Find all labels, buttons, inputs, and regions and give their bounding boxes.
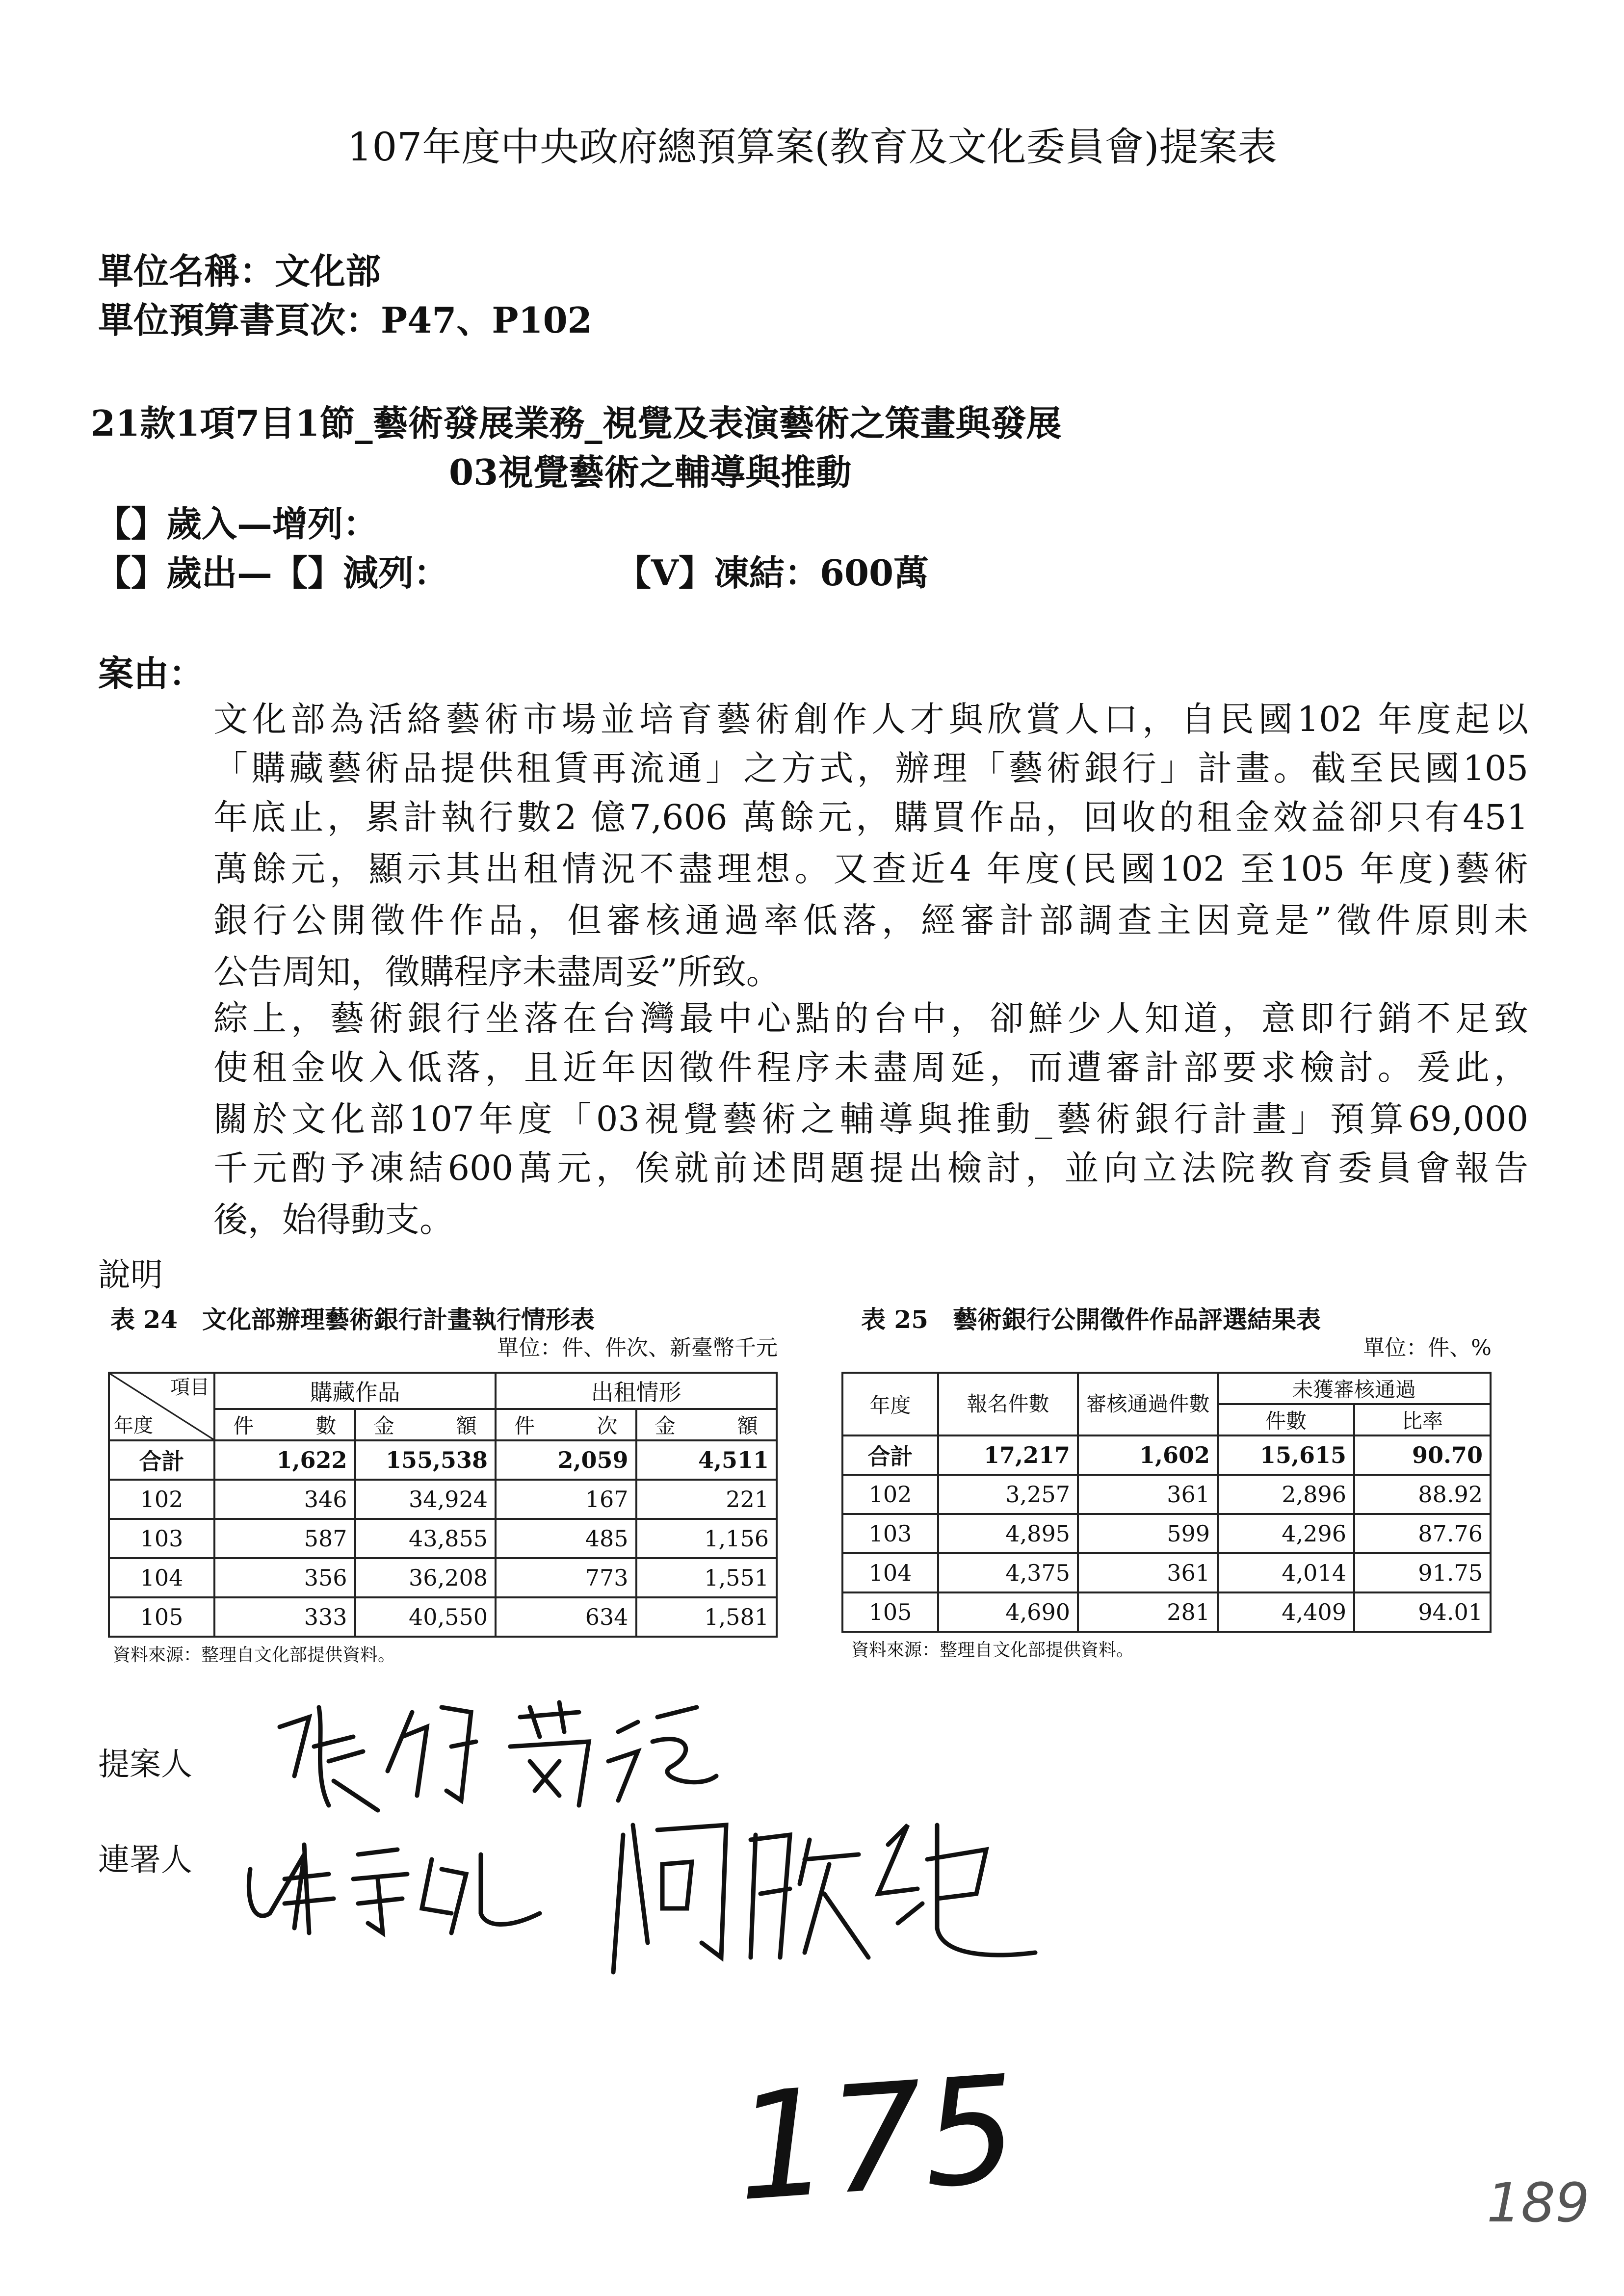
reason-line: 銀行公開徵件作品，但審核通過率低落，經審計部調查主因竟是”徵件原則未 (213, 900, 1528, 940)
year-cell: 105 (842, 1592, 938, 1632)
year-cell: 103 (109, 1519, 214, 1558)
reason-line: 千元酌予凍結600萬元，俟就前述問題提出檢討，並向立法院教育委員會報告 (213, 1148, 1528, 1188)
table24-group-purchase: 購藏作品 (214, 1373, 496, 1409)
reason-line: 萬餘元，顯示其出租情況不盡理想。又查近4 年度(民國102 至105 年度)藝術 (213, 849, 1528, 889)
value-cell: 1,156 (636, 1519, 777, 1558)
value-cell: 221 (636, 1480, 777, 1519)
value-cell: 1,581 (636, 1597, 777, 1637)
table24-row (109, 1519, 777, 1558)
table24-title: 表 24 文化部辦理藝術銀行計畫執行情形表 (110, 1305, 595, 1334)
value-cell: 1,551 (636, 1558, 777, 1597)
reason-line: 後，始得動支。 (213, 1200, 454, 1240)
table24-row (109, 1480, 777, 1519)
revenue-increase: 【】歲入—增列： (96, 503, 379, 545)
reason-line: 公告周知，徵購程序未盡周妥”所致。 (213, 952, 781, 992)
table25-fail-header: 未獲審核通過 (1218, 1373, 1491, 1404)
year-cell: 105 (109, 1597, 214, 1637)
value-cell: 485 (496, 1519, 636, 1558)
table24-sub-header: 件 次 (496, 1409, 636, 1440)
year-cell: 102 (109, 1480, 214, 1519)
table24-block (108, 1305, 778, 1666)
value-cell: 1,602 (1078, 1435, 1218, 1475)
value-cell: 281 (1078, 1592, 1218, 1632)
table24-row (109, 1597, 777, 1637)
table24-source: 資料來源：整理自文化部提供資料。 (113, 1645, 396, 1665)
table25-block (841, 1305, 1492, 1661)
table25-title: 表 25 藝術銀行公開徵件作品評選結果表 (861, 1305, 1321, 1334)
value-cell: 4,296 (1218, 1514, 1354, 1553)
budget-pages: 單位預算書頁次：P47、P102 (98, 299, 592, 341)
table25-year-header: 年度 (842, 1373, 938, 1435)
table25-row (842, 1475, 1491, 1514)
freeze-amount: 【V】凍結：600萬 (616, 552, 929, 594)
year-cell: 103 (842, 1514, 938, 1553)
value-cell: 356 (214, 1558, 355, 1597)
year-cell: 合計 (842, 1435, 938, 1475)
value-cell: 36,208 (355, 1558, 496, 1597)
table25-sub-header: 比率 (1354, 1404, 1491, 1435)
value-cell: 87.76 (1354, 1514, 1491, 1553)
handwritten-number: 175 (730, 2043, 1023, 2234)
value-cell: 17,217 (938, 1435, 1078, 1475)
table24-row (109, 1440, 777, 1480)
value-cell: 4,511 (636, 1440, 777, 1480)
table24-sub-header: 金 額 (636, 1409, 777, 1440)
value-cell: 155,538 (355, 1440, 496, 1480)
table25-source: 資料來源：整理自文化部提供資料。 (851, 1640, 1134, 1660)
year-cell: 合計 (109, 1440, 214, 1480)
year-cell: 104 (109, 1558, 214, 1597)
value-cell: 4,014 (1218, 1553, 1354, 1592)
value-cell: 4,690 (938, 1592, 1078, 1632)
value-cell: 2,059 (496, 1440, 636, 1480)
table25-row (842, 1514, 1491, 1553)
value-cell: 634 (496, 1597, 636, 1637)
corner-top-label: 項目 (170, 1376, 210, 1399)
value-cell: 40,550 (355, 1597, 496, 1637)
value-cell: 346 (214, 1480, 355, 1519)
explanation-label: 說明 (98, 1256, 163, 1294)
reason-line: 綜上，藝術銀行坐落在台灣最中心點的台中，卻鮮少人知道，意即行銷不足致 (213, 998, 1528, 1039)
page-number: 189 (1487, 2171, 1590, 2234)
value-cell: 773 (496, 1558, 636, 1597)
reason-line: 使租金收入低落，且近年因徵件程序未盡周延，而遭審計部要求檢討。爰此， (213, 1047, 1528, 1088)
value-cell: 1,622 (214, 1440, 355, 1480)
table24-group-rental: 出租情形 (496, 1373, 777, 1409)
budget-item-line1: 21款1項7目1節_藝術發展業務_視覺及表演藝術之策畫與發展 (91, 402, 1062, 444)
table24-unit: 單位：件、件次、新臺幣千元 (497, 1335, 778, 1360)
value-cell: 4,895 (938, 1514, 1078, 1553)
value-cell: 599 (1078, 1514, 1218, 1553)
cosigner-label: 連署人 (98, 1842, 192, 1879)
table24 (108, 1372, 778, 1638)
table25-pass-header: 審核通過件數 (1078, 1373, 1218, 1435)
value-cell: 4,409 (1218, 1592, 1354, 1632)
table24-corner (109, 1373, 214, 1440)
budget-item-line2: 03視覺藝術之輔導與推動 (449, 451, 852, 493)
year-cell: 102 (842, 1475, 938, 1514)
value-cell: 91.75 (1354, 1553, 1491, 1592)
signature-cosigner-1 (236, 1815, 579, 1943)
value-cell: 361 (1078, 1553, 1218, 1592)
value-cell: 43,855 (355, 1519, 496, 1558)
proposer-label: 提案人 (98, 1747, 192, 1783)
value-cell: 4,375 (938, 1553, 1078, 1592)
reason-line: 文化部為活絡藝術市場並培育藝術創作人才與欣賞人口，自民國102 年度起以 (213, 699, 1528, 739)
table25-row (842, 1592, 1491, 1632)
signature-cosigner-2 (603, 1796, 1045, 2002)
reason-line: 「購藏藝術品提供租賃再流通」之方式，辦理「藝術銀行」計畫。截至民國105 (213, 748, 1528, 788)
reason-line: 關於文化部107年度「03視覺藝術之輔導與推動_藝術銀行計畫」預算69,000 (213, 1099, 1528, 1139)
table25 (841, 1372, 1492, 1633)
value-cell: 361 (1078, 1475, 1218, 1514)
value-cell: 88.92 (1354, 1475, 1491, 1514)
unit-name: 單位名稱：文化部 (98, 250, 381, 292)
value-cell: 90.70 (1354, 1435, 1491, 1475)
value-cell: 34,924 (355, 1480, 496, 1519)
table24-row (109, 1558, 777, 1597)
table24-sub-header: 金 額 (355, 1409, 496, 1440)
corner-bottom-label: 年度 (114, 1414, 153, 1437)
year-cell: 104 (842, 1553, 938, 1592)
value-cell: 94.01 (1354, 1592, 1491, 1632)
value-cell: 15,615 (1218, 1435, 1354, 1475)
value-cell: 2,896 (1218, 1475, 1354, 1514)
table25-row (842, 1435, 1491, 1475)
value-cell: 167 (496, 1480, 636, 1519)
table25-sub-header: 件數 (1218, 1404, 1354, 1435)
reason-label: 案由： (98, 652, 205, 694)
value-cell: 3,257 (938, 1475, 1078, 1514)
table25-apply-header: 報名件數 (938, 1373, 1078, 1435)
value-cell: 587 (214, 1519, 355, 1558)
table24-sub-header: 件 數 (214, 1409, 355, 1440)
table25-unit: 單位：件、% (1363, 1335, 1492, 1360)
table25-row (842, 1553, 1491, 1592)
expenditure-reduce: 【】歲出—【】減列： (96, 552, 449, 594)
reason-line: 年底止，累計執行數2 億7,606 萬餘元，購買作品，回收的租金效益卻只有451 (213, 797, 1528, 837)
value-cell: 333 (214, 1597, 355, 1637)
document-title: 107年度中央政府總預算案(教育及文化委員會)提案表 (347, 124, 1277, 170)
signature-proposer (265, 1678, 756, 1815)
